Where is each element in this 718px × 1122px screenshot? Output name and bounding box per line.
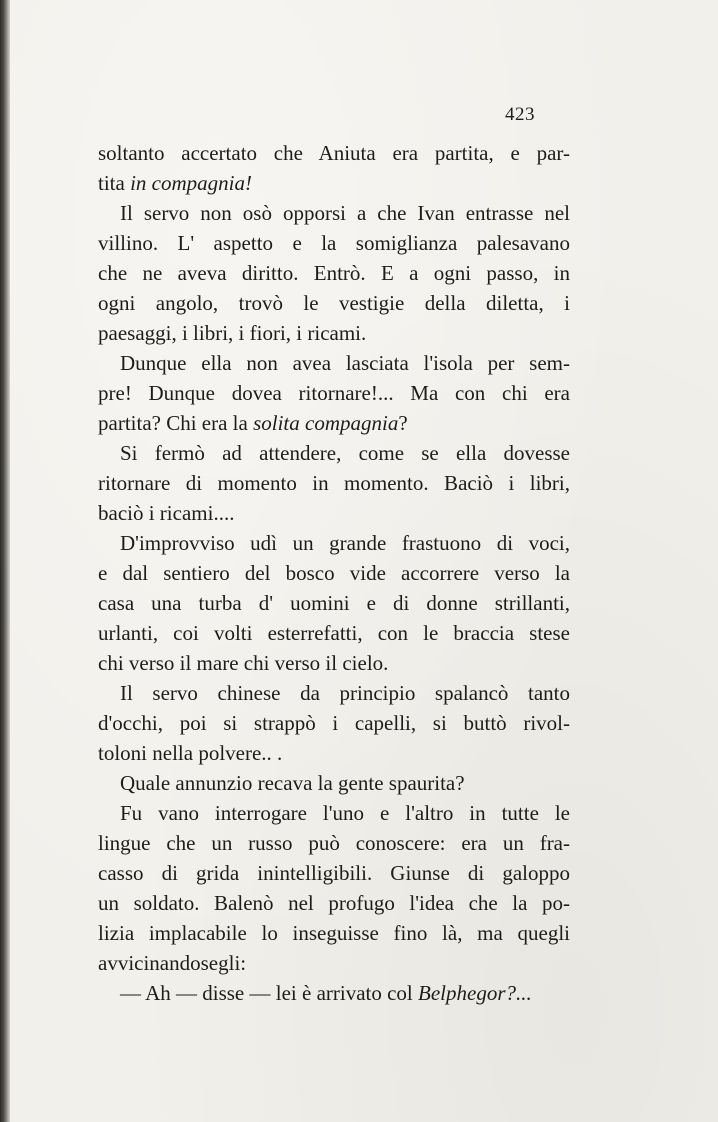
text-segment: — Ah — disse — lei è arrivato col — [120, 981, 419, 1005]
italic-text: Belphegor?... — [418, 981, 532, 1005]
text-segment: avvicinandosegli: — [98, 951, 247, 975]
paragraph — [98, 528, 570, 678]
text-segment: pre! Dunque dovea ritornare!... Ma con chi era — [98, 381, 570, 405]
text-segment: un soldato. Balenò nel profugo l'idea che la po- — [98, 891, 570, 915]
text-segment: paesaggi, i libri, i fiori, i ricami. — [98, 321, 367, 345]
text-segment: toloni nella polvere.. . — [98, 741, 283, 765]
paragraph — [98, 978, 570, 1008]
text-line — [98, 348, 570, 378]
text-line — [98, 678, 570, 708]
text-line — [98, 738, 570, 768]
text-segment: lingue che un russo può conoscere: era un fra- — [98, 831, 570, 855]
text-segment: tita — [98, 171, 131, 195]
text-line — [98, 288, 570, 318]
text-line — [98, 918, 570, 948]
text-line — [98, 618, 570, 648]
paragraph — [98, 768, 570, 798]
paragraph — [98, 138, 570, 198]
text-line — [98, 528, 570, 558]
paragraph — [98, 198, 570, 348]
text-line — [98, 648, 570, 678]
text-line — [98, 378, 570, 408]
text-line — [98, 558, 570, 588]
text-segment: Fu vano interrogare l'uno e l'altro in tutte le — [120, 801, 570, 825]
text-segment: villino. L' aspetto e la somiglianza palesavano — [98, 231, 570, 255]
text-line — [98, 828, 570, 858]
text-segment: d'occhi, poi si strappò i capelli, si buttò rivol- — [98, 711, 570, 735]
italic-text: solita compagnia — [253, 411, 399, 435]
text-line — [98, 198, 570, 228]
text-segment: casso di grida inintelligibili. Giunse di galoppo — [98, 861, 570, 885]
text-line — [98, 228, 570, 258]
text-segment: e dal sentiero del bosco vide accorrere verso la — [98, 561, 570, 585]
text-segment: Il servo chinese da principio spalancò tanto — [120, 681, 570, 705]
text-line — [98, 408, 570, 438]
text-segment: lizia implacabile lo inseguisse fino là, ma quegli — [98, 921, 570, 945]
text-line — [98, 258, 570, 288]
text-line — [98, 768, 570, 798]
text-line — [98, 318, 570, 348]
text-segment: Quale annunzio recava la gente spaurita? — [120, 771, 465, 795]
text-segment: soltanto accertato che Aniuta era partita, e par- — [98, 141, 570, 165]
text-line — [98, 978, 570, 1008]
text-segment: Si fermò ad attendere, come se ella dovesse — [120, 441, 570, 465]
text-line — [98, 438, 570, 468]
page-number: 423 — [505, 104, 535, 125]
paragraph — [98, 348, 570, 438]
text-line — [98, 798, 570, 828]
page-binding-edge — [0, 0, 10, 1122]
text-segment: partita? Chi era la — [98, 411, 254, 435]
text-line — [98, 948, 570, 978]
text-segment: Dunque ella non avea lasciata l'isola per sem- — [120, 351, 570, 375]
text-line — [98, 138, 570, 168]
text-segment: urlanti, coi volti esterrefatti, con le braccia stese — [98, 621, 570, 645]
paragraph — [98, 798, 570, 978]
text-line — [98, 708, 570, 738]
text-segment: ritornare di momento in momento. Baciò i libri, — [98, 471, 570, 495]
text-segment: ? — [398, 411, 408, 435]
italic-text: in compagnia! — [130, 171, 252, 195]
paragraph — [98, 678, 570, 768]
text-segment: casa una turba d' uomini e di donne strillanti, — [98, 591, 570, 615]
text-line — [98, 498, 570, 528]
text-segment: baciò i ricami.... — [98, 501, 235, 525]
text-segment: Il servo non osò opporsi a che Ivan entrasse nel — [120, 201, 570, 225]
text-line — [98, 588, 570, 618]
text-line — [98, 468, 570, 498]
text-segment: D'improvviso udì un grande frastuono di voci, — [120, 531, 570, 555]
text-line — [98, 858, 570, 888]
text-segment: chi verso il mare chi verso il cielo. — [98, 651, 389, 675]
text-line — [98, 168, 570, 198]
page-body-text — [98, 138, 570, 1008]
text-line — [98, 888, 570, 918]
paragraph — [98, 438, 570, 528]
text-segment: ogni angolo, trovò le vestigie della diletta, i — [98, 291, 570, 315]
text-segment: che ne aveva diritto. Entrò. E a ogni passo, in — [98, 261, 570, 285]
